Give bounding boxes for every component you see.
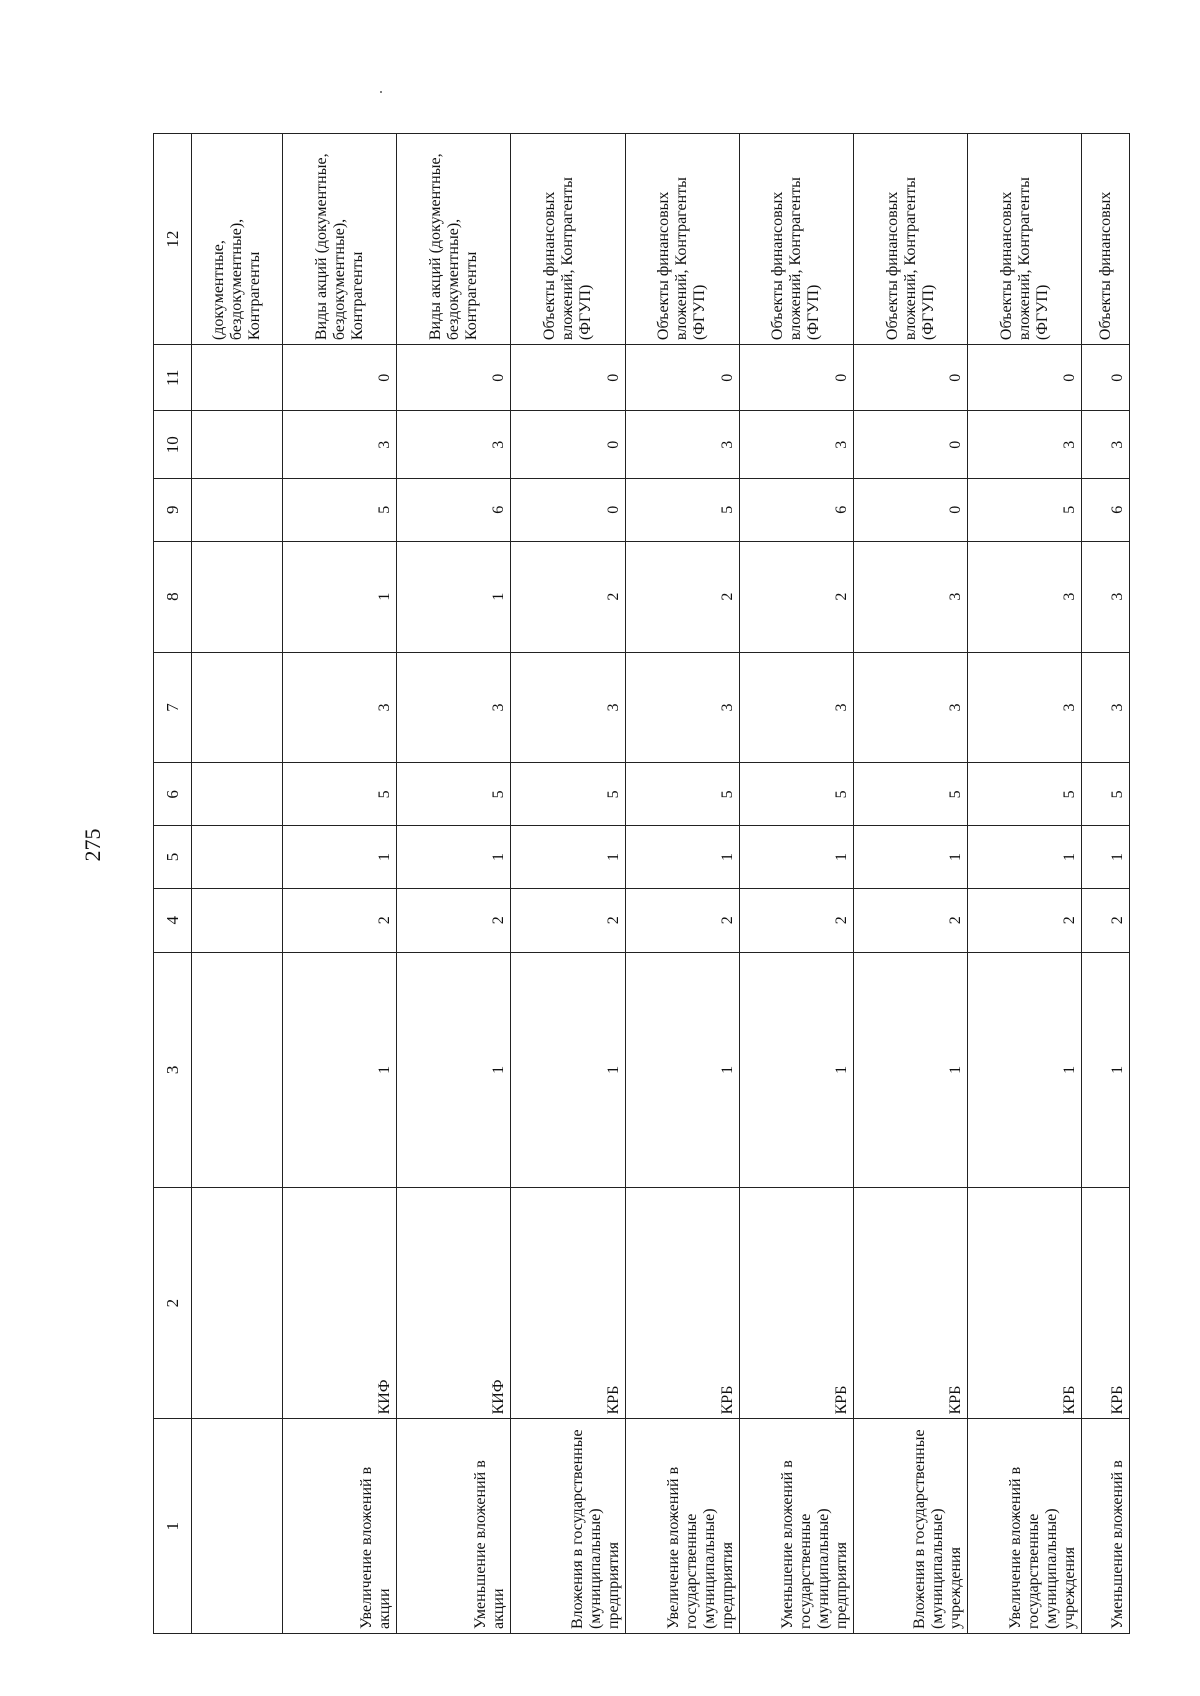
cell-col-4: 2 (968, 888, 1082, 952)
cell-activity-code: КИФ (282, 1187, 396, 1419)
cell-operation-name (192, 1419, 283, 1634)
cell-col-6 (192, 763, 283, 826)
column-header-4: 4 (154, 888, 192, 952)
cell-col-6: 5 (397, 763, 511, 826)
cell-col-6: 5 (739, 763, 853, 826)
column-header-12: 12 (154, 134, 192, 345)
cell-col-5: 1 (511, 826, 625, 889)
cell-activity-code: КРБ (511, 1187, 625, 1419)
cell-col-8 (192, 541, 283, 652)
cell-analytics: Объекты финансовых вложений, Контрагенты (ФГУП) (625, 134, 739, 345)
cell-activity-code: КИФ (397, 1187, 511, 1419)
cell-col-10: 3 (397, 411, 511, 479)
cell-col-8: 2 (511, 541, 625, 652)
accounts-table (153, 133, 1130, 1634)
cell-col-10: 3 (1082, 411, 1130, 479)
cell-analytics: Объекты финансовых вложений, Контрагенты (ФГУП) (511, 134, 625, 345)
cell-operation-name: Уменьшение вложений в акции (397, 1419, 511, 1634)
cell-col-4: 2 (853, 888, 967, 952)
cell-col-6: 5 (282, 763, 396, 826)
cell-col-7 (192, 652, 283, 763)
cell-operation-name: Увеличение вложений в государственные (муниципальные) предприятия (625, 1419, 739, 1634)
cell-activity-code: КРБ (1082, 1187, 1130, 1419)
cell-col-7: 3 (511, 652, 625, 763)
column-header-9: 9 (154, 478, 192, 541)
cell-col-9: 5 (282, 478, 396, 541)
page-number: 275 (80, 828, 105, 862)
cell-col-11: 0 (739, 345, 853, 411)
cell-col-4: 2 (511, 888, 625, 952)
column-header-1: 1 (154, 1419, 192, 1634)
cell-operation-name: Вложения в государственные (муниципальные) предприятия (511, 1419, 625, 1634)
cell-col-5: 1 (853, 826, 967, 889)
cell-col-4 (192, 888, 283, 952)
table-row (625, 134, 739, 1634)
column-header-3: 3 (154, 952, 192, 1187)
cell-operation-name: Уменьшение вложений в государственные (муниципальные) предприятия (739, 1419, 853, 1634)
cell-col-7: 3 (968, 652, 1082, 763)
cell-col-4: 2 (397, 888, 511, 952)
cell-col-5 (192, 826, 283, 889)
cell-col-8: 2 (739, 541, 853, 652)
cell-col-3 (192, 952, 283, 1187)
cell-col-10: 3 (739, 411, 853, 479)
cell-col-3: 1 (968, 952, 1082, 1187)
column-header-5: 5 (154, 826, 192, 889)
cell-col-11: 0 (968, 345, 1082, 411)
cell-col-9: 5 (968, 478, 1082, 541)
cell-col-8: 3 (968, 541, 1082, 652)
table-row (282, 134, 396, 1634)
table-row (397, 134, 511, 1634)
cell-col-9: 0 (511, 478, 625, 541)
cell-col-3: 1 (511, 952, 625, 1187)
cell-col-8: 2 (625, 541, 739, 652)
table-body (192, 134, 1130, 1634)
column-header-2: 2 (154, 1187, 192, 1419)
cell-analytics: Объекты финансовых вложений, Контрагенты (ФГУП) (853, 134, 967, 345)
cell-col-6: 5 (625, 763, 739, 826)
cell-analytics: Виды акций (документные, бездокументные), Контрагенты (397, 134, 511, 345)
cell-analytics: Объекты финансовых вложений, Контрагенты (ФГУП) (968, 134, 1082, 345)
table-row (739, 134, 853, 1634)
cell-col-9: 6 (739, 478, 853, 541)
cell-col-7: 3 (739, 652, 853, 763)
cell-activity-code: КРБ (739, 1187, 853, 1419)
cell-col-4: 2 (625, 888, 739, 952)
cell-col-5: 1 (1082, 826, 1130, 889)
cell-col-9: 5 (625, 478, 739, 541)
cell-col-7: 3 (1082, 652, 1130, 763)
cell-col-10: 3 (968, 411, 1082, 479)
table-row (968, 134, 1082, 1634)
cell-col-9: 0 (853, 478, 967, 541)
table-row (1082, 134, 1130, 1634)
cell-col-11: 0 (853, 345, 967, 411)
cell-analytics: Объекты финансовых (1082, 134, 1130, 345)
cell-col-11: 0 (282, 345, 396, 411)
cell-col-10: 3 (625, 411, 739, 479)
cell-col-11: 0 (511, 345, 625, 411)
cell-activity-code: КРБ (968, 1187, 1082, 1419)
cell-col-9 (192, 478, 283, 541)
cell-col-3: 1 (397, 952, 511, 1187)
cell-col-6: 5 (968, 763, 1082, 826)
column-header-6: 6 (154, 763, 192, 826)
cell-col-9: 6 (397, 478, 511, 541)
table-row (853, 134, 967, 1634)
cell-operation-name: Вложения в государственные (муниципальные) учреждения (853, 1419, 967, 1634)
cell-col-5: 1 (625, 826, 739, 889)
cell-col-5: 1 (397, 826, 511, 889)
cell-col-3: 1 (625, 952, 739, 1187)
cell-col-11 (192, 345, 283, 411)
cell-col-3: 1 (739, 952, 853, 1187)
cell-col-8: 3 (853, 541, 967, 652)
cell-col-5: 1 (739, 826, 853, 889)
cell-analytics: Виды акций (документные, бездокументные), Контрагенты (282, 134, 396, 345)
cell-col-10 (192, 411, 283, 479)
cell-col-5: 1 (282, 826, 396, 889)
rotated-table-container (153, 133, 1130, 1634)
cell-col-4: 2 (739, 888, 853, 952)
cell-col-11: 0 (397, 345, 511, 411)
table-row (511, 134, 625, 1634)
cell-analytics: (документные, бездокументные), Контрагенты (192, 134, 283, 345)
cell-activity-code: КРБ (853, 1187, 967, 1419)
cell-col-3: 1 (853, 952, 967, 1187)
column-number-row (154, 134, 192, 1634)
cell-activity-code: КРБ (625, 1187, 739, 1419)
cell-col-6: 5 (1082, 763, 1130, 826)
column-header-8: 8 (154, 541, 192, 652)
cell-col-3: 1 (1082, 952, 1130, 1187)
cell-col-9: 6 (1082, 478, 1130, 541)
cell-col-10: 0 (511, 411, 625, 479)
column-header-10: 10 (154, 411, 192, 479)
cell-col-4: 2 (282, 888, 396, 952)
cell-col-11: 0 (1082, 345, 1130, 411)
cell-col-7: 3 (397, 652, 511, 763)
cell-operation-name: Уменьшение вложений в (1082, 1419, 1130, 1634)
cell-col-11: 0 (625, 345, 739, 411)
cell-col-10: 3 (282, 411, 396, 479)
cell-col-6: 5 (511, 763, 625, 826)
column-header-7: 7 (154, 652, 192, 763)
cell-col-8: 1 (282, 541, 396, 652)
cell-col-7: 3 (625, 652, 739, 763)
cell-col-10: 0 (853, 411, 967, 479)
cell-operation-name: Увеличение вложений в государственные (муниципальные) учреждения (968, 1419, 1082, 1634)
cell-col-4: 2 (1082, 888, 1130, 952)
column-header-11: 11 (154, 345, 192, 411)
cell-col-8: 3 (1082, 541, 1130, 652)
cell-activity-code (192, 1187, 283, 1419)
cell-col-3: 1 (282, 952, 396, 1187)
table-row (192, 134, 283, 1634)
cell-col-8: 1 (397, 541, 511, 652)
cell-operation-name: Увеличение вложений в акции (282, 1419, 396, 1634)
cell-col-5: 1 (968, 826, 1082, 889)
cell-col-6: 5 (853, 763, 967, 826)
cell-analytics: Объекты финансовых вложений, Контрагенты (ФГУП) (739, 134, 853, 345)
cell-col-7: 3 (282, 652, 396, 763)
scan-speck (380, 91, 382, 93)
cell-col-7: 3 (853, 652, 967, 763)
